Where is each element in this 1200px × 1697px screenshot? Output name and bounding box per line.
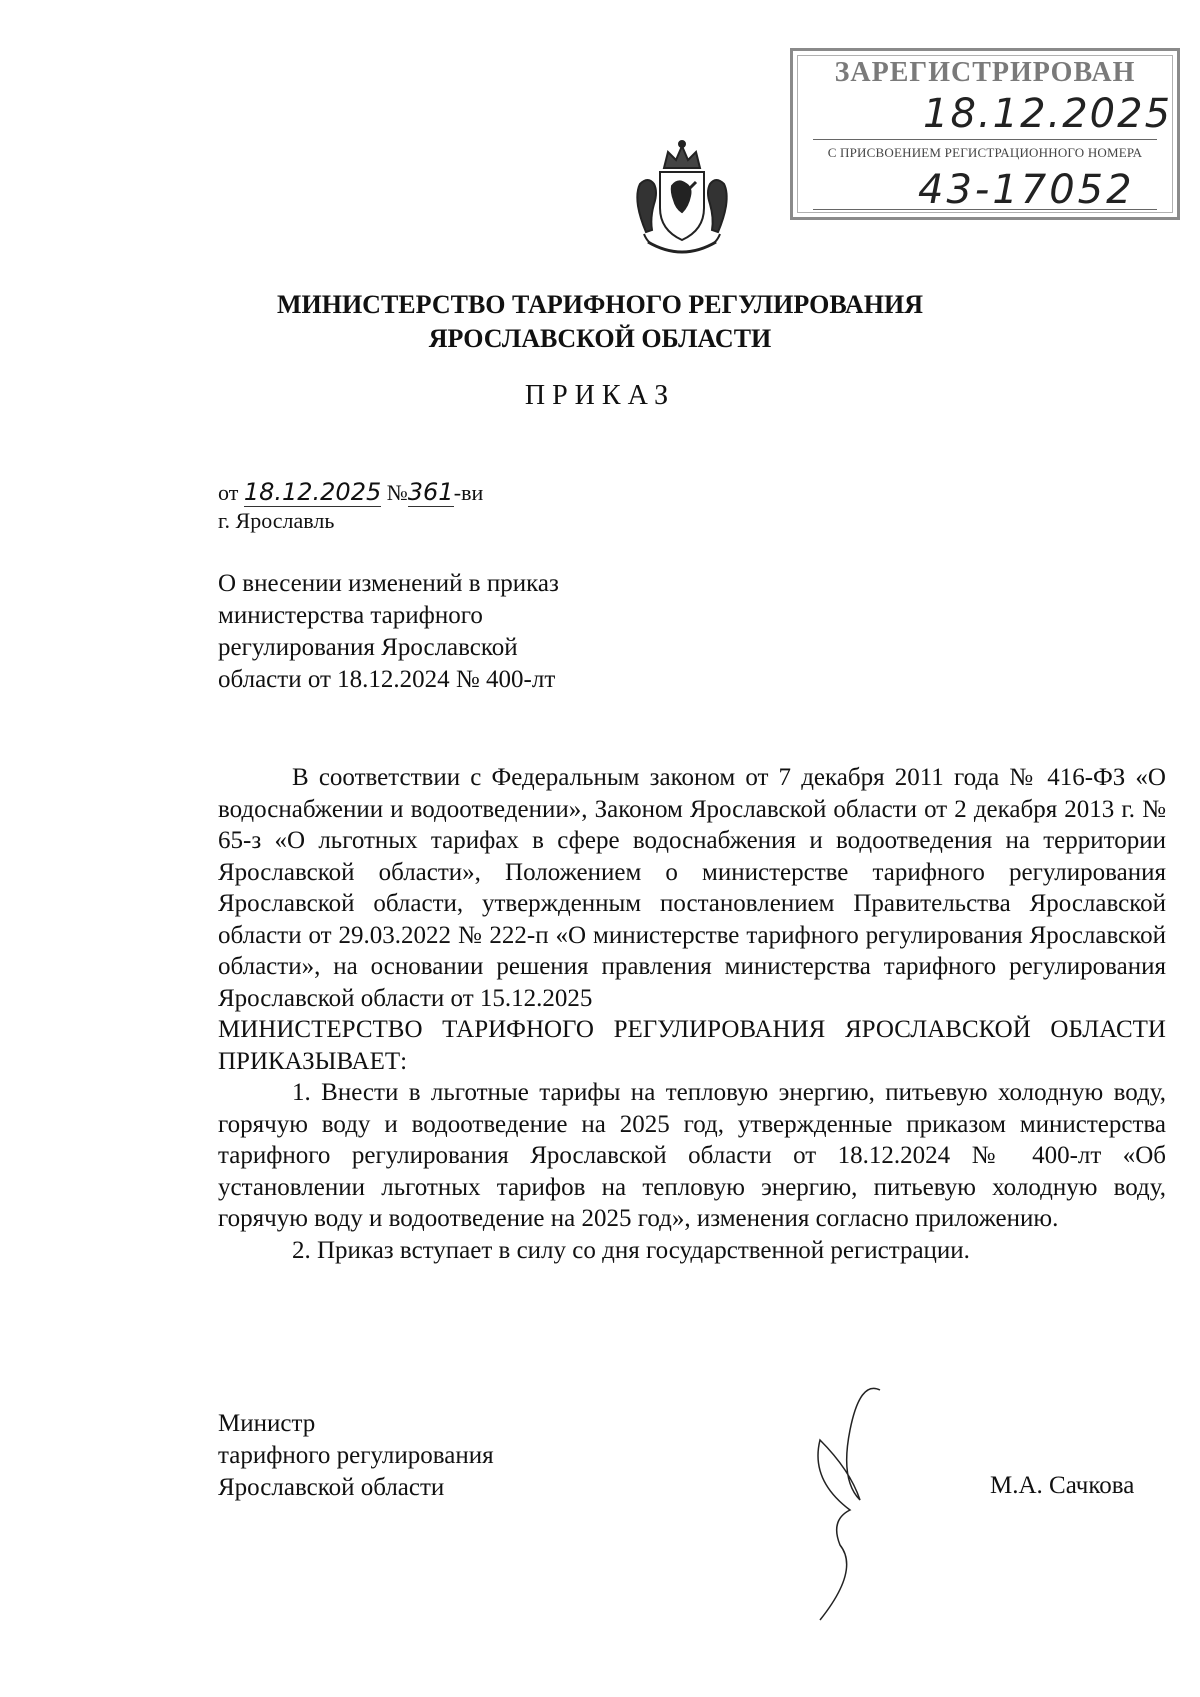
signatory-name: М.А. Сачкова <box>990 1472 1135 1499</box>
order-item-2: 2. Приказ вступает в силу со дня государственной регистрации. <box>292 1236 970 1264</box>
preamble-paragraph: В соответствии с Федеральным законом от 7 декабря 2011 года № 416-ФЗ «О водоснабжении и водоотведении», Законом Ярославской области от 2 декабря 2013 г. № 65-з «О льготных тарифах в сфере водоснабжения и водоотведения на территории Ярославской области», Положением о министерстве тарифного регулирования Ярославской области, утвержденным постановлением Правительства Ярославской области от 29.03.2022 № 222-п «О министерстве тарифного регулирования Ярославской области», на основании решения правления министерства тарифного регулирования Ярославской области от 15.12.2025 <box>218 764 1166 1012</box>
position-line: тарифного регулирования <box>218 1442 494 1469</box>
position-line: Ярославской области <box>218 1474 445 1501</box>
ministry-header <box>0 288 1200 356</box>
subject-line: области от 18.12.2024 № 400-лт <box>218 666 556 693</box>
decree-paragraph: МИНИСТЕРСТВО ТАРИФНОГО РЕГУЛИРОВАНИЯ ЯРОСЛАВСКОЙ ОБЛАСТИ ПРИКАЗЫВАЕТ: <box>218 1016 1166 1075</box>
stamp-divider <box>813 139 1157 140</box>
stamp-date: 18.12.2025 <box>923 91 1173 137</box>
position-line: Министр <box>218 1410 316 1437</box>
number-suffix: -ви <box>453 480 484 505</box>
stamp-caption: С ПРИСВОЕНИЕМ РЕГИСТРАЦИОННОГО НОМЕРА <box>827 145 1143 160</box>
subject-line: министерства тарифного <box>218 602 483 629</box>
stamp-title: ЗАРЕГИСТРИРОВАН <box>834 57 1136 88</box>
ministry-name-line1: МИНИСТЕРСТВО ТАРИФНОГО РЕГУЛИРОВАНИЯ <box>276 290 924 319</box>
handwritten-signature <box>790 1370 930 1630</box>
ministry-name-line2: ЯРОСЛАВСКОЙ ОБЛАСТИ <box>428 324 772 353</box>
city: г. Ярославль <box>218 508 335 533</box>
order-item-1: 1. Внести в льготные тарифы на тепловую энергию, питьевую холодную воду, горячую воду и водоотведение на 2025 год, утвержденные приказом министерства тарифного регулирования Ярославской области от 18.12.2024 № 400-лт «Об установлении льготных тарифов на тепловую энергию, питьевую холодную воду, горячую воду и водоотведение на 2025 год», изменения согласно приложению. <box>218 1079 1166 1232</box>
document-dateline <box>218 478 483 507</box>
handwritten-number: 361 <box>407 478 454 506</box>
coat-of-arms-icon <box>618 138 746 266</box>
number-sign: № <box>386 480 408 505</box>
handwritten-date: 18.12.2025 <box>243 478 382 506</box>
subject-line: регулирования Ярославской <box>218 634 518 661</box>
date-prefix: от <box>218 480 239 505</box>
order-body <box>218 762 1166 1266</box>
document-type: ПРИКАЗ <box>524 380 676 411</box>
signatory-position <box>218 1408 494 1504</box>
stamp-registration-number: 43-17052 <box>918 167 1135 213</box>
registration-stamp <box>790 48 1180 220</box>
stamp-divider <box>813 209 1157 210</box>
order-subject <box>218 568 618 696</box>
subject-line: О внесении изменений в приказ <box>218 570 559 597</box>
